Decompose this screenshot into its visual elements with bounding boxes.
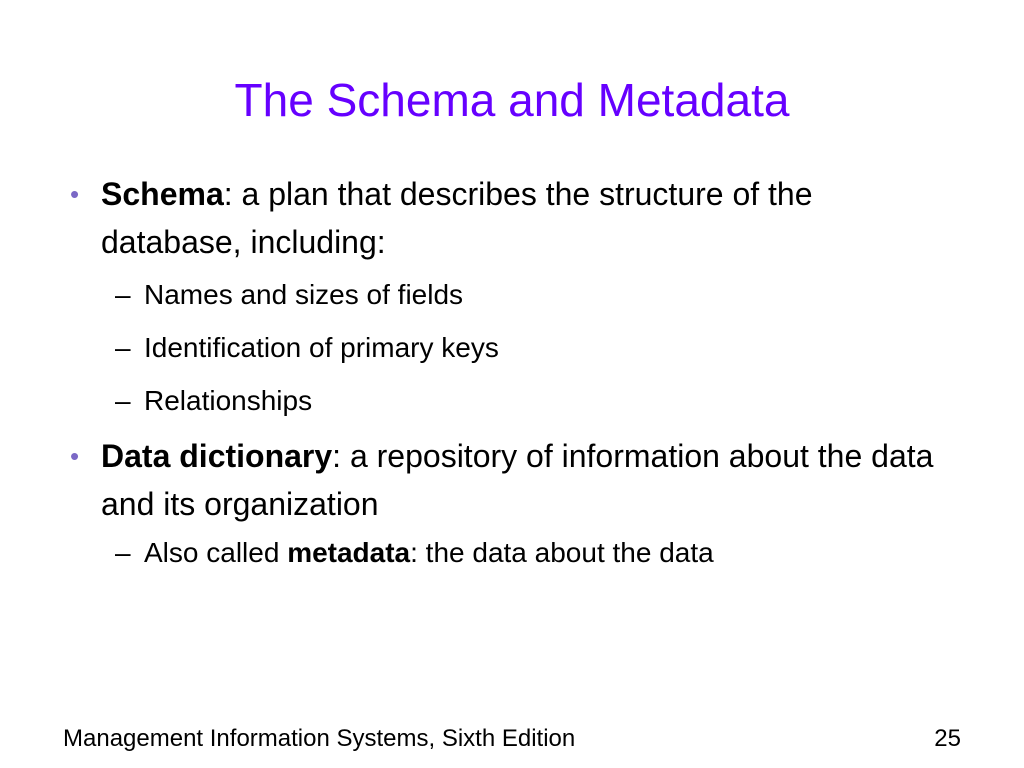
sub-item	[60, 374, 960, 427]
dash-marker-icon: –	[115, 385, 131, 416]
sub-item-text: Names and sizes of fields	[144, 279, 464, 310]
bullet-list	[60, 170, 960, 579]
bullet-text: : a repository of information about the data and its organization	[101, 438, 934, 522]
dash-marker-icon: –	[115, 279, 131, 310]
sub-item-text: Identification of primary keys	[144, 332, 499, 363]
bullet-item-data-dictionary	[60, 432, 960, 528]
bullet-marker-icon: •	[70, 441, 80, 471]
sub-item	[60, 526, 960, 579]
sub-item-text: : the data about the data	[410, 537, 714, 568]
sub-item	[60, 268, 960, 321]
dash-marker-icon: –	[115, 332, 131, 363]
slide-title: The Schema and Metadata	[234, 74, 790, 126]
dash-marker-icon: –	[115, 537, 131, 568]
sub-item-term: metadata	[287, 537, 411, 568]
bullet-item-schema	[60, 170, 960, 266]
bullet-text: : a plan that describes the structure of the database, including:	[101, 176, 813, 260]
footer-book-title: Management Information Systems, Sixth Edition	[63, 725, 576, 752]
sub-item-text: Relationships	[144, 385, 313, 416]
footer-page-number: 25	[934, 725, 961, 752]
sub-item	[60, 321, 960, 374]
sub-item-prefix: Also called	[144, 537, 288, 568]
bullet-term: Schema	[101, 176, 224, 212]
bullet-term: Data dictionary	[101, 438, 333, 474]
bullet-marker-icon: •	[70, 179, 80, 209]
